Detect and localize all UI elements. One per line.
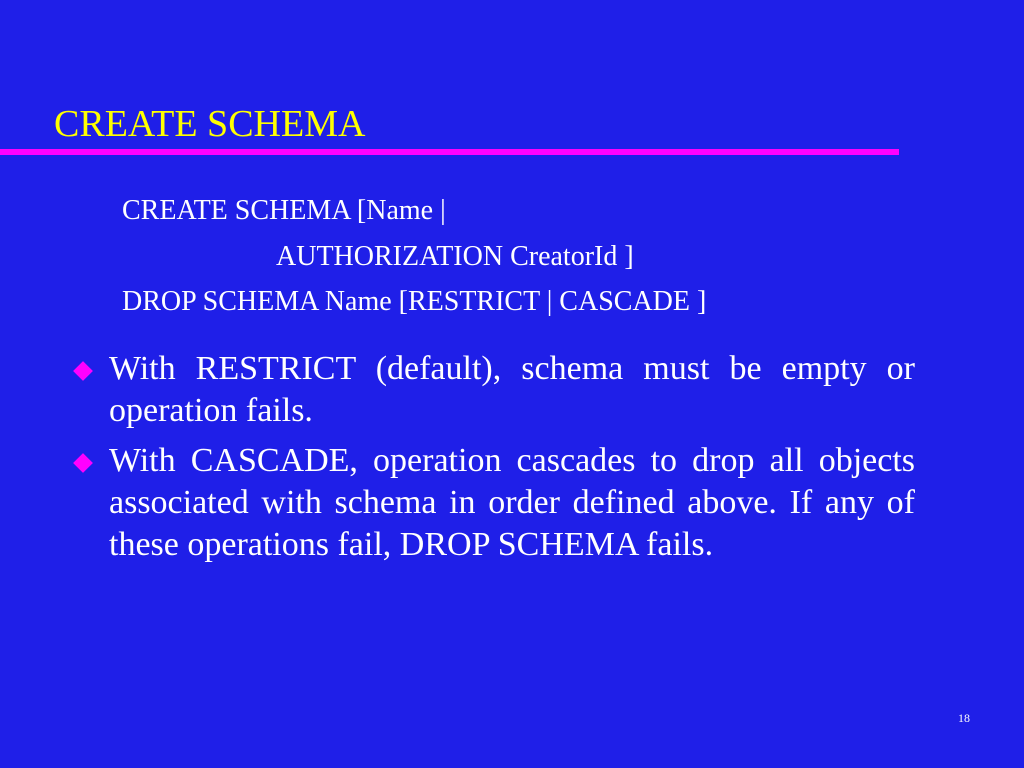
page-number: 18: [958, 711, 970, 725]
syntax-line-drop: DROP SCHEMA Name [RESTRICT | CASCADE ]: [122, 286, 707, 317]
title-divider: [0, 149, 899, 155]
syntax-line-authorization: AUTHORIZATION CreatorId ]: [276, 241, 634, 272]
bullet-item: [70, 348, 915, 432]
diamond-bullet-icon: [73, 361, 93, 381]
bullet-text-cascade: With CASCADE, operation cascades to drop all objects associated with schema in order defined above. If any of these operations fail, DROP SCHEMA fails.: [109, 442, 915, 563]
slide-title: CREATE SCHEMA: [54, 103, 366, 145]
diamond-bullet-icon: [73, 453, 93, 473]
bullet-list: [70, 348, 915, 574]
syntax-line-create: CREATE SCHEMA [Name |: [122, 195, 446, 226]
bullet-text-restrict: With RESTRICT (default), schema must be empty or operation fails.: [109, 350, 915, 429]
bullet-item: [70, 440, 915, 566]
